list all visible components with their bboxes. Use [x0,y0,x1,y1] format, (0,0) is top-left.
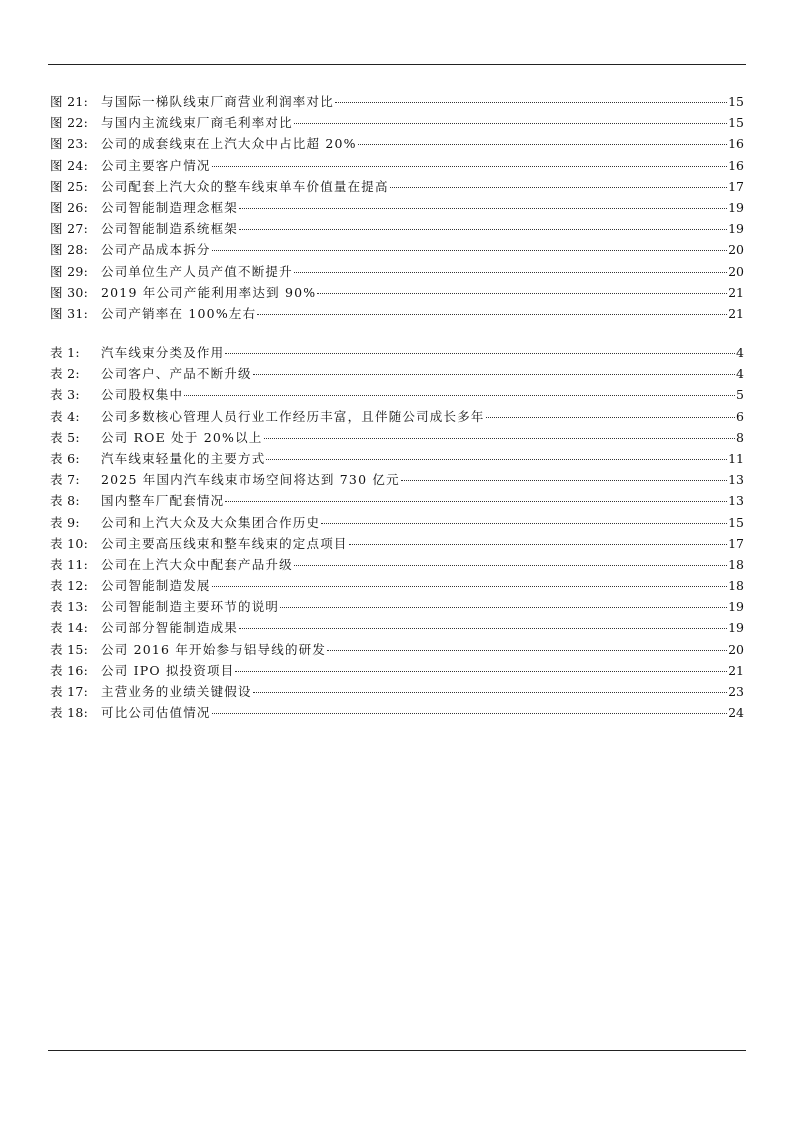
figure-label: 图 30: [50,284,89,300]
figure-entry[interactable] [50,282,744,303]
page-number: 19 [728,620,744,636]
dot-leader [317,292,727,294]
dot-leader [264,437,736,439]
page-number: 4 [736,366,744,382]
table-title: 公司主要高压线束和整车线束的定点项目 [101,535,348,551]
page-number: 16 [728,136,744,152]
table-entry[interactable] [50,533,744,554]
table-entry[interactable] [50,384,744,405]
page-number: 13 [728,493,744,509]
dot-leader [239,228,727,230]
table-label: 表 8: [50,493,80,509]
table-label: 表 6: [50,450,80,466]
page-number: 16 [728,157,744,173]
table-entry[interactable] [50,596,744,617]
table-entry[interactable] [50,512,744,533]
dot-leader [294,122,727,124]
page-number: 6 [736,408,744,424]
dot-leader [212,585,727,587]
dot-leader [294,564,727,566]
table-label: 表 16: [50,662,89,678]
figure-title: 公司产销率在 100%左右 [101,305,257,321]
figure-label: 图 28: [50,242,89,258]
dot-leader [212,249,727,251]
page-number: 13 [728,472,744,488]
figure-entry[interactable] [50,197,744,218]
page-number: 20 [728,641,744,657]
table-title: 公司 ROE 处于 20%以上 [101,429,263,445]
page-number: 18 [728,556,744,572]
dot-leader [349,543,727,545]
table-label: 表 17: [50,684,89,699]
page-number: 19 [728,199,744,215]
table-entry[interactable] [50,448,744,469]
dot-leader [390,186,727,188]
table-title: 国内整车厂配套情况 [101,493,225,509]
table-title: 公司智能制造主要环节的说明 [101,599,280,615]
figure-title: 公司智能制造系统框架 [101,221,239,237]
figure-entry[interactable] [50,218,744,239]
page-number: 19 [728,221,744,237]
figure-entry[interactable] [50,176,744,197]
table-entry[interactable] [50,469,744,490]
page-number: 21 [728,284,744,300]
page-number: 4 [736,345,744,360]
dot-leader [335,101,727,103]
page-number: 21 [728,662,744,678]
table-entry[interactable] [50,427,744,448]
dot-leader [266,458,727,460]
table-title: 主营业务的业绩关键假设 [101,684,252,699]
page-number: 15 [728,94,744,109]
dot-leader [486,416,735,418]
table-title: 公司多数核心管理人员行业工作经历丰富，且伴随公司成长多年 [101,408,485,424]
dot-leader [225,500,727,502]
page-number: 5 [736,387,744,403]
table-title: 公司和上汽大众及大众集团合作历史 [101,514,321,530]
figure-title: 公司单位生产人员产值不断提升 [101,263,293,279]
table-list [50,342,744,723]
dot-leader [280,606,727,608]
figure-label: 图 21: [50,94,89,109]
table-label: 表 2: [50,366,80,382]
figure-label: 图 24: [50,157,89,173]
table-entry[interactable] [50,660,744,681]
table-entry[interactable] [50,702,744,723]
figure-entry[interactable] [50,239,744,260]
page-number: 19 [728,599,744,615]
dot-leader [239,627,727,629]
table-entry[interactable] [50,342,744,363]
table-label: 表 1: [50,345,80,360]
table-label: 表 12: [50,578,89,594]
table-entry[interactable] [50,681,744,702]
table-title: 公司 2016 年开始参与铝导线的研发 [101,641,327,657]
figure-title: 与国际一梯队线束厂商营业利润率对比 [101,94,334,109]
table-entry[interactable] [50,639,744,660]
dot-leader [401,479,727,481]
table-label: 表 15: [50,641,89,657]
dot-leader [239,207,727,209]
table-title: 可比公司估值情况 [101,705,211,721]
figure-label: 图 29: [50,263,89,279]
table-title: 公司股权集中 [101,387,184,403]
table-entry[interactable] [50,617,744,638]
dot-leader [294,271,727,273]
table-label: 表 14: [50,620,89,636]
page-number: 21 [728,305,744,321]
dot-leader [358,143,727,145]
figure-entry[interactable] [50,133,744,154]
footer-rule [48,1050,746,1051]
figure-entry[interactable] [50,91,744,112]
table-entry[interactable] [50,490,744,511]
table-title: 汽车线束轻量化的主要方式 [101,450,266,466]
table-title: 公司部分智能制造成果 [101,620,239,636]
dot-leader [212,712,727,714]
dot-leader [253,691,727,693]
page-number: 15 [728,514,744,530]
figure-label: 图 31: [50,305,89,321]
page-number: 8 [736,429,744,445]
table-title: 公司智能制造发展 [101,578,211,594]
figure-entry[interactable] [50,155,744,176]
figure-title: 2019 年公司产能利用率达到 90% [101,284,317,300]
page-number: 24 [728,705,744,721]
table-label: 表 11: [50,556,89,572]
table-entry[interactable] [50,575,744,596]
table-label: 表 3: [50,387,80,403]
table-title: 汽车线束分类及作用 [101,345,225,360]
table-title: 公司在上汽大众中配套产品升级 [101,556,293,572]
table-title: 公司客户、产品不断升级 [101,366,252,382]
page-number: 20 [728,242,744,258]
page-number: 11 [728,450,744,466]
dot-leader [184,394,735,396]
figure-list [50,91,744,324]
dot-leader [253,373,735,375]
figure-entry[interactable] [50,303,744,324]
dot-leader [212,165,727,167]
dot-leader [235,670,727,672]
table-label: 表 18: [50,705,89,721]
table-label: 表 5: [50,429,80,445]
figure-label: 图 22: [50,115,89,131]
figure-label: 图 25: [50,178,89,194]
table-label: 表 4: [50,408,80,424]
table-title: 公司 IPO 拟投资项目 [101,662,235,678]
page-number: 20 [728,263,744,279]
dot-leader [321,522,727,524]
dot-leader [225,352,735,354]
figure-label: 图 27: [50,221,89,237]
table-label: 表 9: [50,514,80,530]
figure-title: 公司配套上汽大众的整车线束单车价值量在提高 [101,178,389,194]
figure-title: 公司产品成本拆分 [101,242,211,258]
page-number: 18 [728,578,744,594]
table-label: 表 10: [50,535,89,551]
figure-title: 与国内主流线束厂商毛利率对比 [101,115,293,131]
table-entry[interactable] [50,554,744,575]
dot-leader [327,649,727,651]
table-label: 表 7: [50,472,80,488]
figure-title: 公司主要客户情况 [101,157,211,173]
table-label: 表 13: [50,599,89,615]
table-title: 2025 年国内汽车线束市场空间将达到 730 亿元 [101,472,400,488]
figure-label: 图 26: [50,199,89,215]
dot-leader [257,313,727,315]
header-rule [48,64,746,65]
page-number: 17 [728,535,744,551]
table-entry[interactable] [50,406,744,427]
page-number: 15 [728,115,744,131]
figure-entry[interactable] [50,112,744,133]
figure-title: 公司的成套线束在上汽大众中占比超 20% [101,136,357,152]
figure-entry[interactable] [50,261,744,282]
page-number: 17 [728,178,744,194]
table-entry[interactable] [50,363,744,384]
page-number: 23 [728,684,744,699]
figure-title: 公司智能制造理念框架 [101,199,239,215]
figure-label: 图 23: [50,136,89,152]
